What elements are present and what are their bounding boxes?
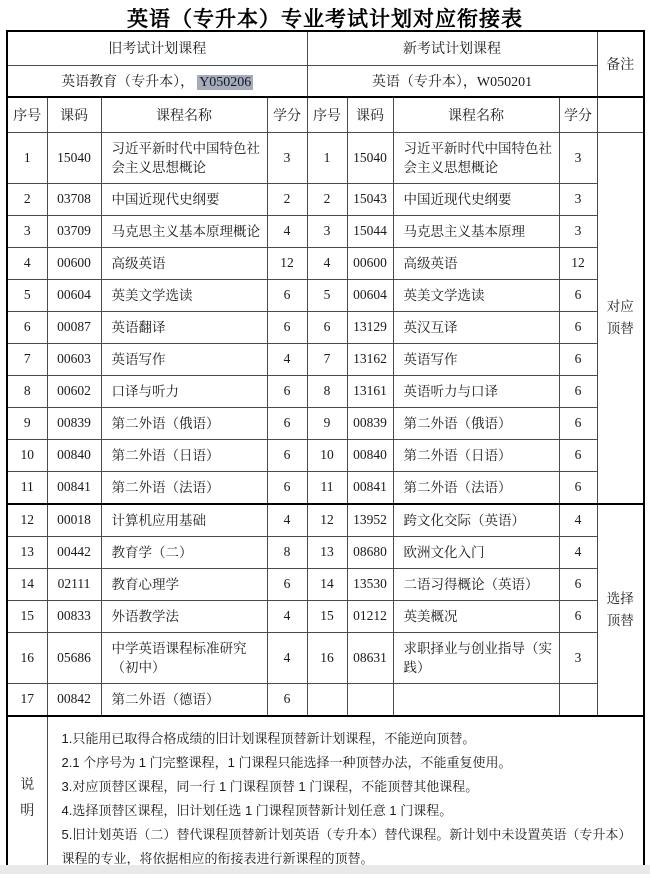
credit-cell: 4 [267,504,307,537]
table-row [7,439,644,471]
credit-cell: 12 [559,247,597,279]
col-header-course: 课程名称 [393,97,559,132]
course-name-cell: 第二外语（法语） [393,471,559,504]
seq-cell: 11 [307,471,347,504]
table-row [7,568,644,600]
page-title: 英语（专升本）专业考试计划对应衔接表 [127,8,523,31]
seq-cell: 4 [307,247,347,279]
note-item: 3.对应顶替区课程，同一行 1 门课程顶替 1 门课程，不能顶替其他课程。 [61,778,479,794]
seq-cell: 12 [307,504,347,537]
course-name-cell: 英语写作 [101,343,267,375]
course-name-cell: 教育学（二） [101,536,267,568]
course-code-cell: 00018 [47,504,101,537]
credit-cell: 4 [559,504,597,537]
credit-cell [559,683,597,716]
col-header-credit: 学分 [559,97,597,132]
course-code-cell: 15040 [347,132,393,183]
old-plan-name-cell [7,65,307,97]
table-row [7,375,644,407]
credit-cell: 4 [267,600,307,632]
table-row [7,343,644,375]
course-name-cell: 第二外语（德语） [101,683,267,716]
table-row [7,683,644,716]
table-row [7,504,644,537]
course-name-cell: 高级英语 [101,247,267,279]
seq-cell: 10 [307,439,347,471]
course-name-cell: 英美文学选读 [101,279,267,311]
course-name-cell: 高级英语 [393,247,559,279]
credit-cell: 4 [267,343,307,375]
credit-cell: 6 [559,439,597,471]
table-row [7,311,644,343]
course-code-cell: 00603 [47,343,101,375]
course-code-cell: 00841 [347,471,393,504]
table-row [7,600,644,632]
credit-cell: 6 [559,343,597,375]
course-code-cell: 15040 [47,132,101,183]
seq-cell: 2 [7,183,47,215]
seq-cell: 4 [7,247,47,279]
seq-cell: 8 [307,375,347,407]
course-name-cell: 中学英语课程标准研究（初中） [101,632,267,683]
course-name-cell: 英汉互译 [393,311,559,343]
course-name-cell: 求职择业与创业指导（实践） [393,632,559,683]
course-name-cell: 马克思主义基本原理 [393,215,559,247]
course-name-cell: 口译与听力 [101,375,267,407]
table-row [7,536,644,568]
seq-cell: 13 [307,536,347,568]
remark-correspond [597,132,644,504]
credit-cell: 2 [267,183,307,215]
notes-label-char: 说 [20,777,35,793]
seq-cell: 15 [7,600,47,632]
course-name-cell: 英语写作 [393,343,559,375]
notes-label [7,716,47,874]
selected-plan-code[interactable]: Y050206 [199,74,252,90]
remark-line: 顶替 [606,320,634,336]
plan-header-row [7,31,644,65]
course-name-cell: 跨文化交际（英语） [393,504,559,537]
seq-cell: 12 [7,504,47,537]
course-code-cell: 03709 [47,215,101,247]
seq-cell: 14 [307,568,347,600]
seq-cell: 8 [7,375,47,407]
seq-cell: 13 [7,536,47,568]
remark-line: 选择 [606,590,634,606]
credit-cell: 6 [559,311,597,343]
seq-cell: 9 [7,407,47,439]
course-code-cell: 00602 [47,375,101,407]
course-name-cell: 二语习得概论（英语） [393,568,559,600]
course-code-cell: 13530 [347,568,393,600]
course-code-cell: 13952 [347,504,393,537]
course-name-cell: 第二外语（法语） [101,471,267,504]
course-code-cell: 13161 [347,375,393,407]
credit-cell: 6 [559,279,597,311]
course-code-cell: 00842 [47,683,101,716]
seq-cell: 11 [7,471,47,504]
credit-cell: 3 [267,132,307,183]
course-name-cell [393,683,559,716]
notes-body [47,716,644,874]
notes-row [7,716,644,874]
seq-cell: 2 [307,183,347,215]
credit-cell: 6 [267,439,307,471]
credit-cell: 6 [267,375,307,407]
seq-cell: 14 [7,568,47,600]
table-row [7,183,644,215]
table-row [7,132,644,183]
course-code-cell: 00840 [47,439,101,471]
seq-cell: 5 [7,279,47,311]
table-row [7,632,644,683]
credit-cell: 4 [267,632,307,683]
course-name-cell: 习近平新时代中国特色社会主义思想概论 [101,132,267,183]
credit-cell: 12 [267,247,307,279]
course-code-cell: 13129 [347,311,393,343]
course-code-cell: 03708 [47,183,101,215]
seq-cell: 10 [7,439,47,471]
credit-cell: 6 [267,279,307,311]
course-name-cell: 英语翻译 [101,311,267,343]
course-name-cell: 欧洲文化入门 [393,536,559,568]
credit-cell: 3 [559,183,597,215]
remark-line: 对应 [606,298,634,314]
seq-cell: 16 [7,632,47,683]
course-code-cell: 15044 [347,215,393,247]
course-code-cell: 00604 [47,279,101,311]
course-name-cell: 习近平新时代中国特色社会主义思想概论 [393,132,559,183]
articulation-table [6,30,645,874]
seq-cell: 5 [307,279,347,311]
course-code-cell: 00840 [347,439,393,471]
old-plan-name: 英语教育（专升本）， [61,74,195,90]
course-code-cell [347,683,393,716]
course-name-cell: 英美文学选读 [393,279,559,311]
course-code-cell: 00604 [347,279,393,311]
credit-cell: 6 [559,568,597,600]
seq-cell: 7 [307,343,347,375]
notes-label-char: 明 [20,803,35,819]
seq-cell: 17 [7,683,47,716]
credit-cell: 4 [267,215,307,247]
credit-cell: 6 [267,311,307,343]
course-name-cell: 第二外语（俄语） [393,407,559,439]
col-header-no: 序号 [307,97,347,132]
course-name-cell: 教育心理学 [101,568,267,600]
col-header-code: 课码 [347,97,393,132]
credit-cell: 6 [267,471,307,504]
seq-cell: 3 [307,215,347,247]
old-plan-header: 旧考试计划课程 [7,31,307,65]
course-code-cell: 15043 [347,183,393,215]
seq-cell: 9 [307,407,347,439]
new-plan-name: 英语（专升本），W050201 [307,65,597,97]
course-name-cell: 第二外语（日语） [393,439,559,471]
credit-cell: 6 [267,407,307,439]
course-name-cell: 中国近现代史纲要 [393,183,559,215]
note-item: 2.1 个序号为 1 门完整课程，1 门课程只能选择一种顶替办法，不能重复使用。 [61,754,512,770]
seq-cell: 3 [7,215,47,247]
course-code-cell: 00442 [47,536,101,568]
course-code-cell: 00600 [347,247,393,279]
course-name-cell: 外语教学法 [101,600,267,632]
table-body [7,132,644,716]
seq-cell: 1 [7,132,47,183]
credit-cell: 8 [267,536,307,568]
course-code-cell: 00839 [47,407,101,439]
course-code-cell: 00839 [347,407,393,439]
table-row [7,471,644,504]
credit-cell: 6 [559,600,597,632]
course-code-cell: 08631 [347,632,393,683]
course-name-cell: 第二外语（俄语） [101,407,267,439]
remark-select [597,504,644,716]
seq-cell: 15 [307,600,347,632]
table-row [7,247,644,279]
page-bottom-strip [0,865,650,874]
col-header-code: 课码 [47,97,101,132]
credit-cell: 6 [559,407,597,439]
new-plan-header: 新考试计划课程 [307,31,597,65]
table-row [7,279,644,311]
col-header-no: 序号 [7,97,47,132]
seq-cell: 7 [7,343,47,375]
credit-cell: 6 [559,471,597,504]
credit-cell: 3 [559,215,597,247]
course-name-cell: 英语听力与口译 [393,375,559,407]
seq-cell: 1 [307,132,347,183]
course-code-cell: 08680 [347,536,393,568]
note-item: 5.旧计划英语（二）替代课程顶替新计划英语（专升本）替代课程。新计划中未设置英语（专升本）课程的专业，将依据相应的衔接表进行新课程的顶替。 [61,826,632,866]
seq-cell: 6 [307,311,347,343]
credit-cell: 3 [559,632,597,683]
remark-line: 顶替 [606,612,634,628]
course-code-cell: 02111 [47,568,101,600]
course-code-cell: 00841 [47,471,101,504]
seq-cell: 6 [7,311,47,343]
course-name-cell: 马克思主义基本原理概论 [101,215,267,247]
seq-cell: 16 [307,632,347,683]
course-name-cell: 第二外语（日语） [101,439,267,471]
course-code-cell: 00087 [47,311,101,343]
table-row [7,407,644,439]
remark-header: 备注 [597,31,644,97]
credit-cell: 6 [267,683,307,716]
table-row [7,215,644,247]
plan-name-row [7,65,644,97]
course-code-cell: 05686 [47,632,101,683]
course-code-cell: 13162 [347,343,393,375]
course-code-cell: 01212 [347,600,393,632]
remark-empty-cell [597,97,644,132]
credit-cell: 6 [559,375,597,407]
course-name-cell: 中国近现代史纲要 [101,183,267,215]
course-code-cell: 00600 [47,247,101,279]
seq-cell [307,683,347,716]
note-item: 1.只能用已取得合格成绩的旧计划课程顶替新计划课程，不能逆向顶替。 [61,730,476,746]
col-header-credit: 学分 [267,97,307,132]
course-name-cell: 英美概况 [393,600,559,632]
note-item: 4.选择顶替区课程，旧计划任选 1 门课程顶替新计划任意 1 门课程。 [61,802,453,818]
column-header-row [7,97,644,132]
credit-cell: 6 [267,568,307,600]
col-header-course: 课程名称 [101,97,267,132]
credit-cell: 3 [559,132,597,183]
course-code-cell: 00833 [47,600,101,632]
course-name-cell: 计算机应用基础 [101,504,267,537]
credit-cell: 4 [559,536,597,568]
